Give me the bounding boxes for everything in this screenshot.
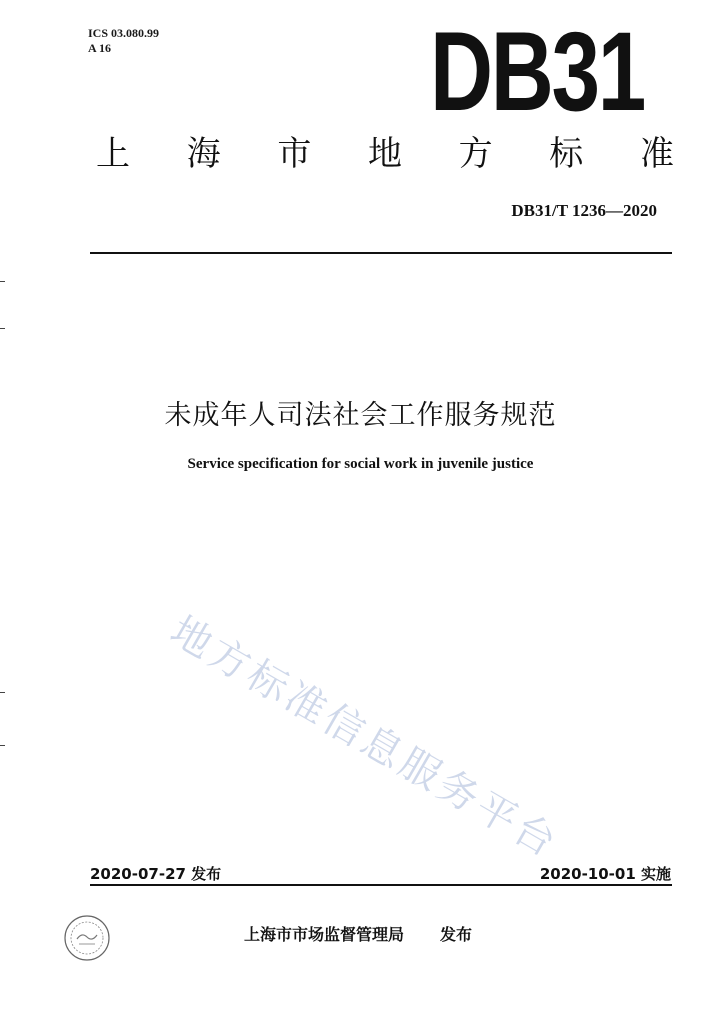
circular-seal-icon [62,913,112,963]
standard-type-heading [96,134,674,174]
db31-logo: DB31 [430,9,644,134]
footer-divider [90,884,672,886]
standard-number: DB31/T 1236—2020 [511,201,657,220]
standard-type-char: 上 [96,134,130,174]
standard-type-char: 海 [186,134,221,174]
watermark: 地方标准信息服务平台 [162,607,567,868]
classification-codes [88,26,159,56]
standard-type-char: 地 [367,134,402,174]
scan-edge-mark [0,745,5,746]
standard-type-char: 准 [639,134,674,174]
ics-code: ICS 03.080.99 [88,26,160,40]
class-code: A 16 [88,41,112,55]
issuing-authority [244,922,472,945]
scan-edge-mark [0,692,5,693]
standard-type-char: 标 [549,134,584,174]
publish-date: 2020-07-27 发布 [90,865,222,883]
standard-type-char: 方 [458,134,493,174]
header-divider [90,252,672,254]
scan-edge-mark [0,281,5,282]
effective-date: 2020-10-01 实施 [539,865,671,883]
scan-edge-mark [0,328,5,329]
document-title-chinese: 未成年人司法社会工作服务规范 [164,400,557,431]
document-title-english: Service specification for social work in juvenile justice [187,456,534,472]
issuer-name: 上海市市场监督管理局 [244,925,405,944]
issue-action: 发布 [440,925,473,944]
standard-type-char: 市 [277,134,312,174]
